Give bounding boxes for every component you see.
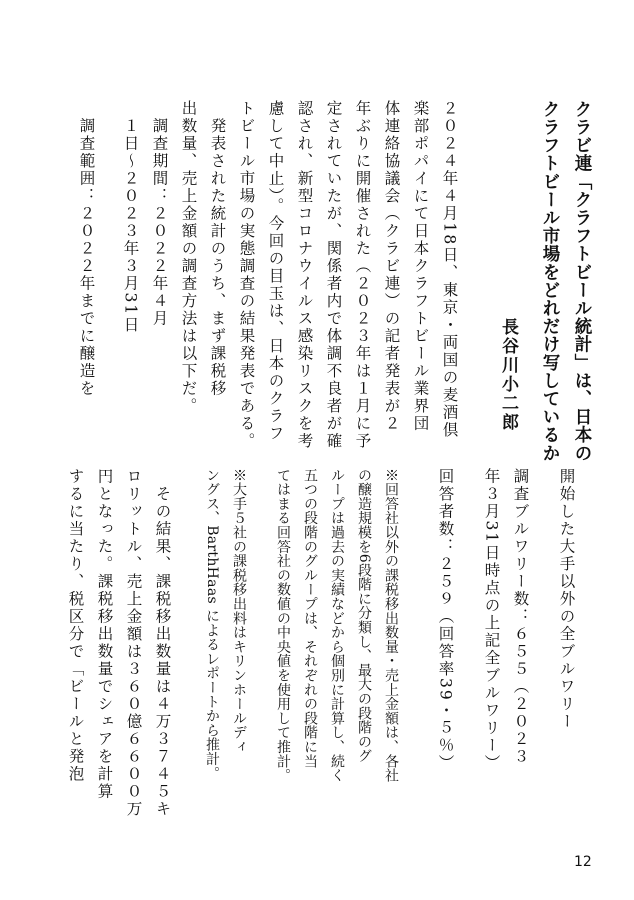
body-column: 出数量、売上金額の調査方法は以下だ。 xyxy=(179,100,198,415)
respondents-column: 回答者数：２５９（回答率39・５％） xyxy=(436,468,455,772)
footnote-column: の醸造規模を6段階に分類し、最大の段階のグ xyxy=(356,468,372,764)
article-title-line-2: クラフトビール市場をどれだけ写しているか xyxy=(540,100,560,462)
author-name: 長谷川小二郎 xyxy=(498,318,518,432)
survey-scope-column: 調査範囲：２０２２年までに醸造を xyxy=(77,100,96,398)
footnote-column: ループは過去の実績などから個別に計算し、続く xyxy=(329,468,345,783)
body-column: 年ぶりに開催された（２０２３年は１月に予 xyxy=(353,100,372,450)
body-column: ロリットル、売上金額は３６０億６６００万 xyxy=(124,468,143,818)
body-column: トビール市場の実態調査の結果発表である。 xyxy=(237,100,256,450)
footnote-column: ※回答社以外の課税移出数量・売上金額は、各社 xyxy=(383,468,399,783)
body-column: ２０２４年４月18日、東京・両国の麦酒倶 xyxy=(440,100,459,439)
body-column: するに当たり、税区分で「ビールと発泡 xyxy=(66,468,85,783)
survey-scope-continued: 開始した大手以外の全ブルワリー xyxy=(557,468,576,731)
surveyed-breweries-column: 調査ブルワリー数：６５５（２０２３ xyxy=(511,468,530,766)
body-column: 発表された統計のうち、まず課税移 xyxy=(208,100,227,398)
body-column: 楽部ポパイにて日本クラフトビール業界団 xyxy=(411,100,430,433)
body-column: 円となった。課税移出数量でシェアを計算 xyxy=(95,468,114,801)
article-title-line-1: クラビ連「クラフトビール統計」は、日本の xyxy=(572,100,592,462)
body-column: 認され、新型コロナウイルス感染リスクを考 xyxy=(295,100,314,450)
footnote-column: てはまる回答社の数値の中央値を使用して推計。 xyxy=(275,468,291,783)
footnote-column: ングス、BarthHaas によるレポートから推計。 xyxy=(204,468,220,781)
survey-period-column: １日～２０２３年３月31日 xyxy=(121,100,140,334)
footnote-column: ※大手５社の課税移出料はキリンホールディ xyxy=(231,468,247,754)
body-column: 定されていたが、関係者内で体調不良者が確 xyxy=(324,100,343,450)
page-number: 12 xyxy=(574,854,592,870)
survey-period-column: 調査期間：２０２２年４月 xyxy=(150,100,169,328)
surveyed-breweries-column: 年３月31日時点の上記全ブルワリー） xyxy=(482,468,501,772)
body-column: 慮して中止）。今回の目玉は、日本のクラフ xyxy=(266,100,285,443)
footnote-column: 五つの段階のグループは、それぞれの段階に当 xyxy=(302,468,318,769)
body-column: 体連絡協議会（クラビ連）の記者発表が２ xyxy=(382,100,401,433)
body-column: その結果、課税移出数量は４万３７４５キ xyxy=(153,468,172,818)
